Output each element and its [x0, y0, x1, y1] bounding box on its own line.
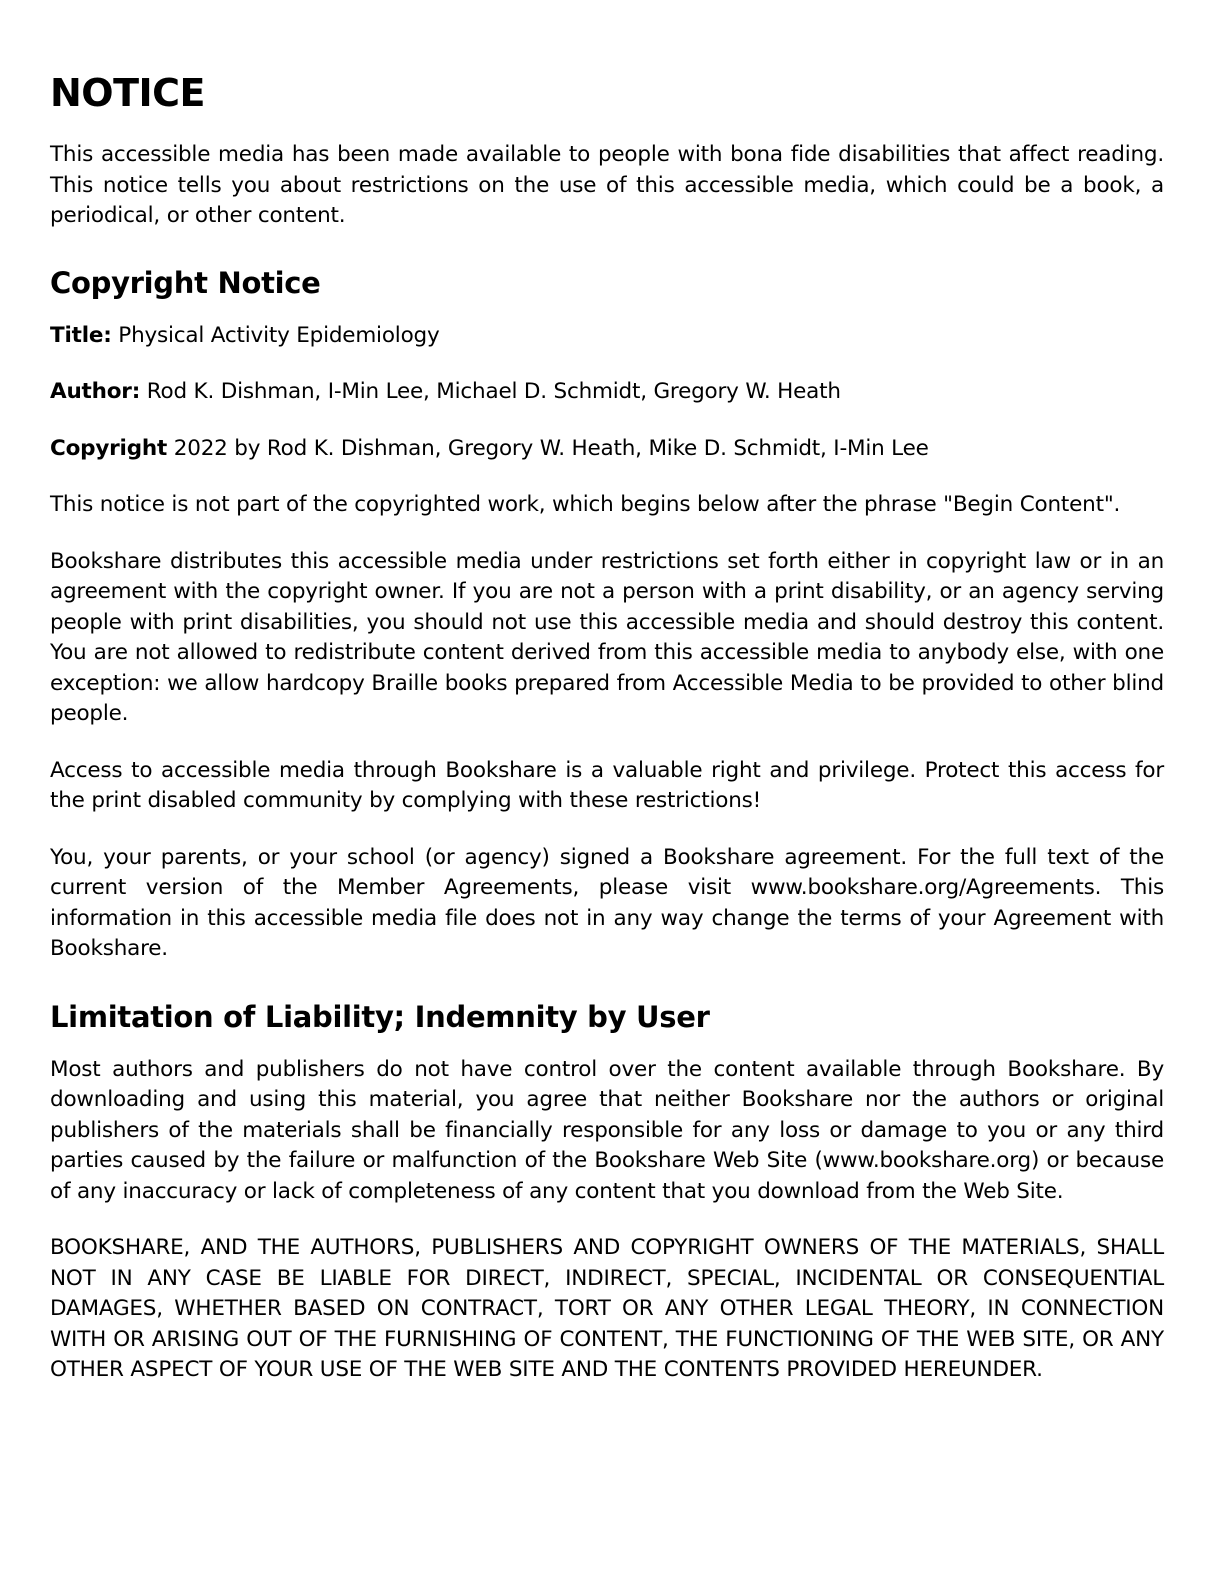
copyright-label: Copyright	[50, 435, 168, 461]
access-paragraph: Access to accessible media through Bookshare is a valuable right and privilege. Protect this access for the print disabled community by complying with these restrictions!	[50, 757, 1164, 813]
liability-heading: Limitation of Liability; Indemnity by User	[50, 999, 710, 1034]
agreement-paragraph: You, your parents, or your school (or agency) signed a Bookshare agreement. For the full text of the current version of the Member Agreements, please visit www.bookshare.org/Agreements. This information in this accessible media file does not in any way change the terms of your Agreement with Bookshare.	[50, 844, 1164, 961]
notice-heading: NOTICE	[50, 71, 206, 115]
title-value: Physical Activity Epidemiology	[111, 322, 440, 348]
author-line	[50, 377, 1164, 408]
copyright-line	[50, 434, 1164, 465]
copyright-value: 2022 by Rod K. Dishman, Gregory W. Heath, Mike D. Schmidt, I-Min Lee	[167, 435, 929, 461]
disclaimer-paragraph: BOOKSHARE, AND THE AUTHORS, PUBLISHERS AND COPYRIGHT OWNERS OF THE MATERIALS, SHALL NOT IN ANY CASE BE LIABLE FOR DIRECT, INDIRECT, SPECIAL, INCIDENTAL OR CONSEQUENTIAL DAMAGES, WHETHER BASED ON CONTRACT, TORT OR ANY OTHER LEGAL THEORY, IN CONNECTION WITH OR ARISING OUT OF THE FURNISHING OF CONTENT, THE FUNCTIONING OF THE WEB SITE, OR ANY OTHER ASPECT OF YOUR USE OF THE WEB SITE AND THE CONTENTS PROVIDED HEREUNDER.	[50, 1235, 1164, 1382]
notice-intro: This accessible media has been made available to people with bona fide disabilities that affect reading. This notice tells you about restrictions on the use of this accessible media, which could be a book, a periodical, or other content.	[50, 142, 1164, 228]
author-value: Rod K. Dishman, I-Min Lee, Michael D. Schmidt, Gregory W. Heath	[140, 379, 841, 404]
document-page	[50, 68, 1164, 1412]
copyright-notice-heading: Copyright Notice	[50, 265, 321, 300]
author-label: Author:	[50, 379, 141, 404]
title-line	[50, 321, 1164, 352]
distribution-paragraph: Bookshare distributes this accessible media under restrictions set forth either in copyright law or in an agreement with the copyright owner. If you are not a person with a print disability, or an agency serving people with print disabilities, you should not use this accessible media and should destroy this content. You are not allowed to redistribute content derived from this accessible media to anybody else, with one exception: we allow hardcopy Braille books prepared from Accessible Media to be provided to other blind people.	[50, 548, 1164, 726]
not-part-paragraph: This notice is not part of the copyrighted work, which begins below after the phrase "Begin Content".	[50, 492, 1121, 517]
title-label: Title:	[50, 322, 112, 348]
liability-paragraph: Most authors and publishers do not have control over the content available through Bookshare. By downloading and using this material, you agree that neither Bookshare nor the authors or original publishers of the materials shall be financially responsible for any loss or damage to you or any third parties caused by the failure or malfunction of the Bookshare Web Site (www.bookshare.org) or because of any inaccuracy or lack of completeness of any content that you download from the Web Site.	[50, 1056, 1164, 1204]
